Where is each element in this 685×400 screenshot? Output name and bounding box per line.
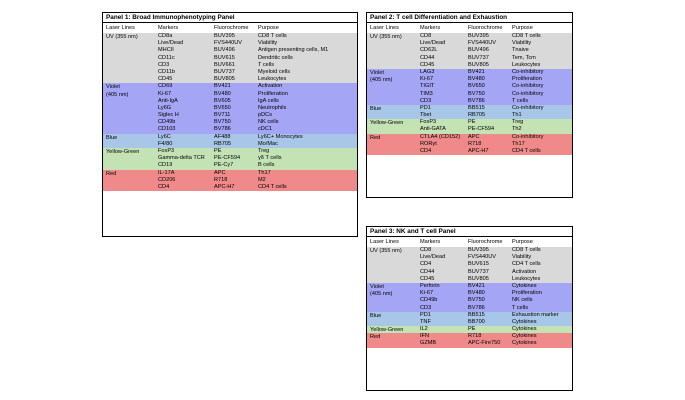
laser-cell [103, 155, 158, 162]
purpose-cell: Viability [512, 254, 532, 261]
laser-cell [103, 69, 158, 76]
fluorochrome-cell: BV786 [468, 304, 485, 311]
purpose-cell: CD4 T cells [512, 261, 541, 268]
fluorochrome-cell: R718 [468, 333, 482, 340]
laser-group [367, 283, 572, 312]
fluorochrome-cell: APC-Fire750 [468, 340, 501, 347]
column-header-row [103, 23, 357, 33]
fluorochrome-cell: BV480 [468, 290, 485, 297]
fluorochrome-cell: BUV737 [214, 68, 235, 75]
laser-line-label: Yellow-Green [106, 149, 140, 155]
marker-cell: Ki-67 [420, 290, 434, 297]
laser-line-label: UV (355 nm) [370, 248, 402, 254]
marker-cell: IL2 [420, 326, 428, 333]
fluorochrome-cell: R718 [214, 176, 228, 183]
table-row [103, 62, 357, 69]
marker-cell: Anti-IgA [158, 97, 178, 104]
fluorochrome-cell: BV480 [468, 76, 485, 83]
marker-cell: CD45 [420, 61, 435, 68]
laser-cell [103, 184, 158, 191]
fluorochrome-cell: BV711 [214, 112, 231, 119]
laser-cell [367, 319, 420, 326]
table-row [367, 297, 572, 304]
marker-cell: IL-17A [158, 169, 175, 176]
table-row [367, 83, 572, 90]
marker-cell: CD3 [420, 304, 432, 311]
column-header: Purpose [512, 25, 533, 31]
purpose-cell: pDCs [258, 112, 272, 119]
purpose-cell: Th17 [512, 140, 525, 147]
laser-line-label: Blue [106, 134, 118, 141]
laser-group [367, 33, 572, 69]
panel-title: Panel 3: NK and T cell Panel [367, 227, 572, 237]
table-row [367, 269, 572, 276]
fluorochrome-cell: RB705 [214, 140, 232, 147]
table-row [103, 170, 357, 177]
fluorochrome-cell: PE [468, 119, 476, 126]
marker-cell: CD3 [420, 97, 432, 104]
table-row [103, 177, 357, 184]
laser-group [103, 170, 357, 192]
table-row [367, 319, 572, 326]
fluorochrome-cell: BV421 [468, 282, 485, 289]
marker-cell: Siglec H [158, 112, 179, 119]
table-row [367, 141, 572, 148]
marker-cell: Ly6G [158, 104, 172, 111]
fluorochrome-cell: BUV805 [214, 76, 235, 83]
table-row [367, 283, 572, 290]
fluorochrome-cell: BUV496 [214, 47, 235, 54]
laser-cell [367, 55, 420, 62]
table-row [103, 184, 357, 191]
purpose-cell: Tnaive [512, 47, 529, 54]
laser-cell [367, 269, 420, 276]
fluorochrome-cell: BV480 [214, 90, 231, 97]
laser-group [367, 69, 572, 105]
purpose-cell: Cytokines [512, 318, 537, 325]
marker-cell: Perforin [420, 282, 440, 289]
fluorochrome-cell: BUV737 [468, 54, 489, 61]
purpose-cell: Proliferation [512, 290, 542, 297]
table-row [103, 119, 357, 126]
table-row [103, 69, 357, 76]
purpose-cell: Exhaustion marker [512, 311, 559, 318]
purpose-cell: Co-inhibitory [512, 90, 544, 97]
table-row [367, 40, 572, 47]
laser-line-label: Red [370, 134, 381, 141]
fluorochrome-cell: BUV737 [468, 268, 489, 275]
laser-group [367, 333, 572, 347]
table-row [103, 83, 357, 90]
purpose-cell: NK cells [512, 297, 533, 304]
laser-group [367, 247, 572, 283]
table-row [367, 276, 572, 283]
purpose-cell: CD8 T cells [512, 33, 541, 39]
purpose-cell: Proliferation [512, 76, 542, 83]
marker-cell: Ki-67 [420, 76, 434, 83]
laser-line-label: Violet (405 nm) [370, 69, 393, 84]
fluorochrome-cell: APC [214, 169, 226, 176]
marker-cell: CD8 [420, 247, 432, 253]
fluorochrome-cell: BUV395 [214, 33, 235, 39]
marker-cell: CD69 [158, 83, 173, 90]
purpose-cell: M2 [258, 176, 266, 183]
table-row [367, 112, 572, 119]
marker-cell: MHCII [158, 47, 174, 54]
laser-cell [367, 126, 420, 133]
table-row [367, 105, 572, 112]
laser-cell [103, 162, 158, 169]
table-row [103, 55, 357, 62]
marker-cell: GZMB [420, 340, 437, 347]
marker-cell: TIM3 [420, 90, 433, 97]
laser-cell [367, 141, 420, 148]
fluorochrome-cell: PE-Cy7 [214, 162, 234, 169]
marker-cell: CD44 [420, 54, 435, 61]
purpose-cell: Th2 [512, 126, 522, 133]
column-header: Markers [420, 25, 441, 31]
fluorochrome-cell: BUV615 [214, 54, 235, 61]
fluorochrome-cell: BUV661 [214, 61, 235, 68]
purpose-cell: Antigen presenting cells, M1 [258, 47, 329, 54]
laser-group [367, 119, 572, 133]
column-header: Fluorochrome [468, 25, 503, 31]
fluorochrome-cell: BV421 [468, 68, 485, 75]
marker-cell: IFN [420, 333, 430, 340]
column-header-row [367, 23, 572, 33]
laser-cell [367, 47, 420, 54]
table-row [367, 305, 572, 312]
table-row [367, 126, 572, 133]
laser-cell [367, 276, 420, 283]
marker-cell: LAG3 [420, 68, 435, 75]
marker-cell: CD4 [420, 148, 432, 154]
fluorochrome-cell: BB515 [468, 311, 485, 318]
laser-group [103, 134, 357, 148]
marker-cell: CD49b [420, 297, 438, 304]
laser-line-label: UV (355 nm) [106, 34, 138, 40]
fluorochrome-cell: BUV615 [468, 261, 489, 268]
marker-cell: Tbet [420, 112, 432, 119]
marker-cell: Ki-67 [158, 90, 172, 97]
table-row [103, 126, 357, 133]
purpose-cell: T cells [512, 97, 529, 104]
table-row [367, 333, 572, 340]
laser-cell [367, 98, 420, 105]
laser-cell [103, 112, 158, 119]
purpose-cell: γδ T cells [258, 155, 282, 162]
laser-group [103, 83, 357, 133]
laser-cell [367, 261, 420, 268]
purpose-cell: Th17 [258, 169, 271, 176]
table-row [367, 261, 572, 268]
laser-cell [367, 62, 420, 69]
laser-cell [103, 40, 158, 47]
laser-group [103, 148, 357, 170]
laser-cell [103, 55, 158, 62]
purpose-cell: Co-inhibitory [512, 68, 544, 75]
table-row [367, 47, 572, 54]
laser-group [367, 326, 572, 333]
table-row [103, 40, 357, 47]
purpose-cell: Co-inhibitory [512, 133, 544, 140]
marker-cell: RORγt [420, 140, 437, 147]
laser-cell [367, 40, 420, 47]
purpose-cell: Cytokines [512, 326, 537, 333]
table-row [103, 162, 357, 169]
table-row [103, 155, 357, 162]
fluorochrome-cell: PE-CF594 [214, 155, 241, 162]
laser-line-label: UV (355 nm) [370, 34, 402, 40]
fluorochrome-cell: BUV496 [468, 47, 489, 54]
column-header: Markers [158, 25, 179, 31]
laser-cell [103, 47, 158, 54]
fluorochrome-cell: APC-H7 [214, 183, 235, 190]
table-row [367, 76, 572, 83]
marker-cell: Ly6C [158, 133, 171, 140]
laser-cell [367, 297, 420, 304]
purpose-cell: Cytokines [512, 282, 537, 289]
fluorochrome-cell: R718 [468, 140, 482, 147]
fluorochrome-cell: BUV395 [468, 33, 489, 39]
laser-cell [103, 177, 158, 184]
purpose-cell: CD4 T cells [512, 148, 541, 154]
laser-cell [367, 83, 420, 90]
table-row [367, 98, 572, 105]
marker-cell: CD3 [158, 61, 170, 68]
table-row [103, 91, 357, 98]
marker-cell: CD44 [420, 268, 435, 275]
purpose-cell: NK cells [258, 119, 279, 126]
fluorochrome-cell: APC [468, 133, 480, 140]
table-row [367, 290, 572, 297]
laser-cell [367, 112, 420, 119]
purpose-cell: Tem, Tcm [512, 54, 536, 61]
panel-title: Panel 2: T cell Differentiation and Exhaustion [367, 13, 572, 23]
panel-title: Panel 1: Broad Immunophenotyping Panel [103, 13, 357, 23]
laser-cell [103, 119, 158, 126]
marker-cell: TIGIT [420, 83, 435, 90]
table-row [367, 148, 572, 155]
purpose-cell: IgA cells [258, 97, 279, 104]
laser-cell [103, 76, 158, 83]
table-row [367, 312, 572, 319]
fluorochrome-cell: FVS440UV [214, 40, 242, 47]
table-row [103, 148, 357, 155]
table-row [103, 98, 357, 105]
laser-group [367, 134, 572, 156]
panel-3-table [366, 226, 573, 391]
purpose-cell: Leukocytes [258, 76, 287, 83]
fluorochrome-cell: RB705 [468, 112, 486, 119]
purpose-cell: Co-inhibitory [512, 83, 544, 90]
purpose-cell: Activation [258, 83, 283, 90]
table-row [367, 55, 572, 62]
table-row [103, 134, 357, 141]
marker-cell: Live/Dead [420, 254, 446, 261]
marker-cell: CD11c [158, 54, 175, 61]
purpose-cell: Viability [258, 40, 278, 47]
purpose-cell: Co-inhibitory [512, 104, 544, 111]
fluorochrome-cell: BUV805 [468, 275, 489, 282]
marker-cell: F4/80 [158, 140, 173, 147]
purpose-cell: Dendritic cells [258, 54, 293, 61]
purpose-cell: B cells [258, 162, 275, 169]
marker-cell: TNF [420, 318, 431, 325]
marker-cell: FoxP3 [158, 148, 175, 154]
laser-group [367, 105, 572, 119]
fluorochrome-cell: PE-CF594 [468, 126, 495, 133]
purpose-cell: Neutrophils [258, 104, 287, 111]
marker-cell: CD62L [420, 47, 438, 54]
marker-cell: CD103 [158, 126, 176, 133]
column-header: Purpose [512, 239, 533, 245]
marker-cell: CD4 [420, 261, 432, 268]
table-row [103, 47, 357, 54]
marker-cell: CD49b [158, 119, 176, 126]
marker-cell: CTLA4 (CD152) [420, 133, 461, 140]
table-row [103, 76, 357, 83]
table-row [367, 254, 572, 261]
table-row [103, 105, 357, 112]
purpose-cell: CD4 T cells [258, 183, 287, 190]
purpose-cell: Cytokines [512, 340, 537, 347]
marker-cell: Live/Dead [158, 40, 184, 47]
marker-cell: Anti-GATA [420, 126, 446, 133]
marker-cell: PD1 [420, 104, 431, 111]
purpose-cell: CD8 T cells [512, 247, 541, 253]
laser-line-label: Yellow-Green [370, 120, 404, 127]
laser-cell [103, 98, 158, 105]
table-row [367, 134, 572, 141]
column-header: Fluorochrome [468, 239, 503, 245]
fluorochrome-cell: BV750 [214, 119, 231, 126]
purpose-cell: T cells [512, 304, 529, 311]
fluorochrome-cell: PE [214, 148, 222, 154]
fluorochrome-cell: BV750 [468, 297, 485, 304]
marker-cell: FoxP3 [420, 119, 437, 126]
fluorochrome-cell: FVS440UV [468, 40, 496, 47]
laser-line-label: Red [106, 170, 117, 177]
laser-cell [103, 105, 158, 112]
laser-cell [367, 148, 420, 155]
table-row [367, 69, 572, 76]
fluorochrome-cell: BB700 [468, 318, 485, 325]
marker-cell: CD19 [158, 162, 173, 169]
table-row [367, 62, 572, 69]
column-header-row [367, 237, 572, 247]
laser-cell [103, 126, 158, 133]
laser-cell [367, 340, 420, 347]
table-row [367, 340, 572, 347]
marker-cell: Gamma-delta TCR [158, 155, 205, 162]
laser-group [367, 312, 572, 326]
purpose-cell: Activation [512, 268, 537, 275]
table-row [103, 112, 357, 119]
fluorochrome-cell: BUV805 [468, 61, 489, 68]
laser-line-label: Yellow-Green [370, 327, 404, 334]
fluorochrome-cell: FVS440UV [468, 254, 496, 261]
laser-line-label: Violet (405 nm) [370, 283, 393, 298]
fluorochrome-cell: AF488 [214, 133, 231, 140]
column-header: Laser Lines [106, 25, 135, 31]
laser-line-label: Blue [370, 105, 382, 112]
fluorochrome-cell: BV421 [214, 83, 231, 90]
purpose-cell: Treg [258, 148, 270, 154]
fluorochrome-cell: BV786 [214, 126, 231, 133]
table-row [367, 91, 572, 98]
column-header: Laser Lines [370, 239, 399, 245]
purpose-cell: cDC1 [258, 126, 272, 133]
purpose-cell: Treg [512, 119, 524, 126]
laser-line-label: Red [370, 334, 381, 341]
purpose-cell: Th1 [512, 112, 522, 119]
marker-cell: CD11b [158, 68, 175, 75]
fluorochrome-cell: BV650 [468, 83, 485, 90]
laser-line-label: Violet (405 nm) [106, 84, 129, 98]
panel-2-table [366, 12, 573, 198]
marker-cell: Live/Dead [420, 40, 446, 47]
panel-1-table [102, 12, 358, 237]
fluorochrome-cell: PE [468, 326, 476, 333]
purpose-cell: Viability [512, 40, 532, 47]
purpose-cell: Leukocytes [512, 275, 541, 282]
marker-cell: CD4 [158, 183, 170, 190]
marker-cell: CD206 [158, 176, 176, 183]
purpose-cell: CD8 T cells [258, 33, 287, 39]
marker-cell: CD8 [420, 33, 432, 39]
fluorochrome-cell: BV786 [468, 97, 485, 104]
purpose-cell: Myeloid cells [258, 68, 291, 75]
fluorochrome-cell: APC-H7 [468, 148, 489, 154]
table-row [103, 33, 357, 40]
purpose-cell: Ly6C+ Monocytes [258, 133, 303, 140]
marker-cell: CD45 [158, 76, 173, 83]
laser-group [103, 33, 357, 83]
table-row [103, 141, 357, 148]
laser-cell [103, 141, 158, 148]
laser-cell [367, 91, 420, 98]
purpose-cell: Proliferation [258, 90, 288, 97]
marker-cell: CD8a [158, 33, 173, 39]
laser-cell [103, 62, 158, 69]
fluorochrome-cell: BV605 [214, 97, 231, 104]
column-header: Markers [420, 239, 441, 245]
fluorochrome-cell: BV650 [214, 104, 231, 111]
fluorochrome-cell: BUV395 [468, 247, 489, 253]
marker-cell: PD1 [420, 311, 431, 318]
column-header: Laser Lines [370, 25, 399, 31]
column-header: Purpose [258, 25, 279, 31]
fluorochrome-cell: BV750 [468, 90, 485, 97]
purpose-cell: Leukocytes [512, 61, 541, 68]
fluorochrome-cell: BB515 [468, 104, 485, 111]
purpose-cell: Cytokines [512, 333, 537, 340]
purpose-cell: Mo/Mac [258, 140, 278, 147]
marker-cell: CD45 [420, 275, 435, 282]
column-header: Fluorochrome [214, 25, 249, 31]
purpose-cell: T cells [258, 61, 275, 68]
laser-line-label: Blue [370, 312, 382, 319]
laser-cell [367, 254, 420, 261]
laser-cell [367, 305, 420, 312]
